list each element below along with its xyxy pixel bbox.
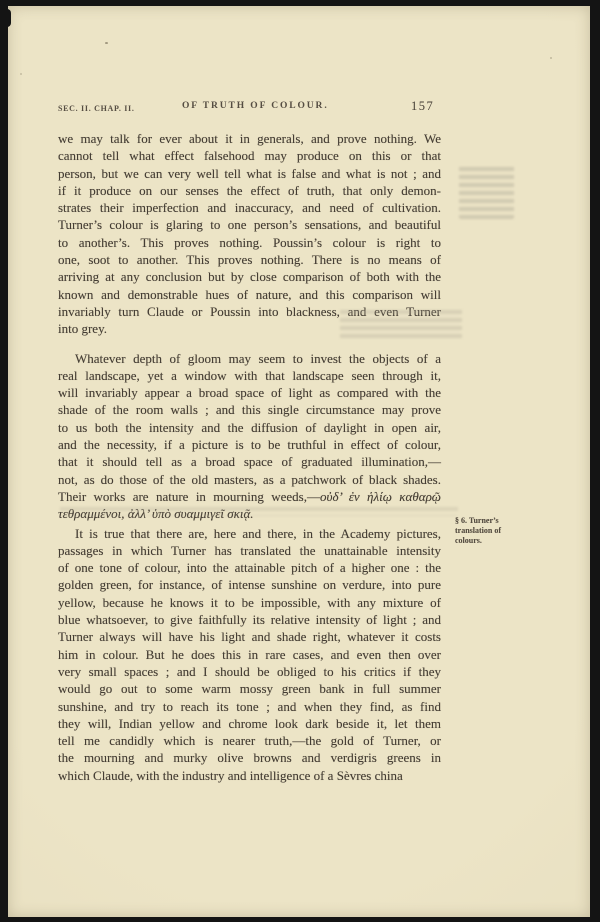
- text-line: they will, Indian yellow and chrome look dark beside it, let them: [58, 715, 441, 731]
- text-line: arriving at any conclusion but by close comparison of both with the: [58, 269, 441, 285]
- text-line: Turner’s colour is glaring to one person’s sensations, and beautiful: [58, 217, 441, 233]
- text-line: cannot tell what effect falsehood may produce on this or that: [58, 148, 441, 164]
- text-line: very small spaces ; and I should be obliged to his critics if they: [58, 663, 441, 679]
- text-line: yellow, because he knows it to be impossible, with any mixture of: [58, 594, 441, 610]
- text-line: It is true that there are, here and there, in the Academy pictures,: [75, 525, 441, 541]
- text-line: sunshine, and try to reach its tone ; and when they find, as find: [58, 698, 441, 714]
- running-section-label: SEC. II. CHAP. II.: [58, 104, 135, 113]
- paragraph: [58, 525, 441, 784]
- page-number: 157: [411, 99, 435, 113]
- margin-note-line: § 6. Turner’s: [455, 516, 499, 525]
- text-line: blue whatsoever, to give faithfully its relative intensity of light ; and: [58, 612, 441, 628]
- text-line: Turner always will have his light and shade right, whatever it costs: [58, 629, 441, 645]
- text-line: τεθραμμένοι, ἀλλ’ ὑπὸ συαμμιγεῖ σκιᾷ.: [58, 506, 254, 522]
- text-line: real landscape, yet a window with that landscape seen through it,: [58, 367, 441, 383]
- text-line: him in colour. But he does this in rare cases, and even then over: [58, 646, 441, 662]
- text-line: and the necessity, if a picture is to be truthful in effect of colour,: [58, 437, 441, 453]
- text-line: would go out to some warm mossy green bank in full summer: [58, 681, 441, 697]
- text-line: into grey.: [58, 321, 107, 337]
- margin-note: [455, 516, 527, 546]
- text-line: invariably turn Claude or Poussin into blackness, and even Turner: [58, 303, 441, 319]
- text-line: that it should tell as a broad space of graduated illumination,—: [58, 454, 441, 470]
- text-line: if it produce on our senses the effect of truth, that only demon-: [58, 182, 441, 198]
- text-line: person, but we can very well tell what is false and what is not ; and: [58, 165, 441, 181]
- text-line: will invariably appear a broad space of light as compared with the: [58, 385, 441, 401]
- paper-speck: [20, 73, 22, 75]
- paper-speck: [550, 57, 552, 59]
- text-line: golden green, for instance, of intense sunshine on verdure, into pure: [58, 577, 441, 593]
- page-header: [58, 99, 441, 119]
- body-text: [58, 130, 441, 784]
- text-line: strates their imperfection and inaccuracy, and need of cultivation.: [58, 200, 441, 216]
- text-line: which Claude, with the industry and intelligence of a Sèvres china: [58, 767, 403, 783]
- text-line: not, as do those of the old masters, as a patchwork of black shades.: [58, 471, 441, 487]
- text-line: of one tone of colour, into the attainable pitch of a higher one : the: [58, 560, 441, 576]
- text-line: one, soot to another. This proves nothing. There is no means of: [58, 252, 441, 268]
- text-line: shade of the room walls ; and this single circumstance may prove: [58, 402, 441, 418]
- text-line: to another’s. This proves nothing. Poussin’s colour is right to: [58, 234, 441, 250]
- margin-note-line: colours.: [455, 536, 482, 545]
- paragraph: [58, 130, 441, 338]
- scan-edge-notch: [0, 9, 11, 27]
- running-title: OF TRUTH OF COLOUR.: [182, 101, 329, 111]
- paragraph: [58, 350, 441, 523]
- paper-speck: [105, 42, 108, 44]
- text-line: known and demonstrable hues of nature, and this comparison will: [58, 286, 441, 302]
- text-line: Whatever depth of gloom may seem to invest the objects of a: [75, 350, 441, 366]
- text-line: tell me candidly which is nearer truth,—the gold of Turner, or: [58, 733, 441, 749]
- text-line: passages in which Turner has translated the unattainable intensity: [58, 542, 441, 558]
- text-line: to us both the intensity and the diffusion of daylight in open air,: [58, 419, 441, 435]
- text-line: the mourning and murky olive browns and verdigris greens in: [58, 750, 441, 766]
- text-line: Their works are nature in mourning weeds,—οὐδ’ ἐν ἡλίῳ καθαρῷ: [58, 488, 441, 504]
- text-line: we may talk for ever about it in generals, and prove nothing. We: [58, 131, 441, 146]
- margin-note-line: translation of: [455, 526, 501, 535]
